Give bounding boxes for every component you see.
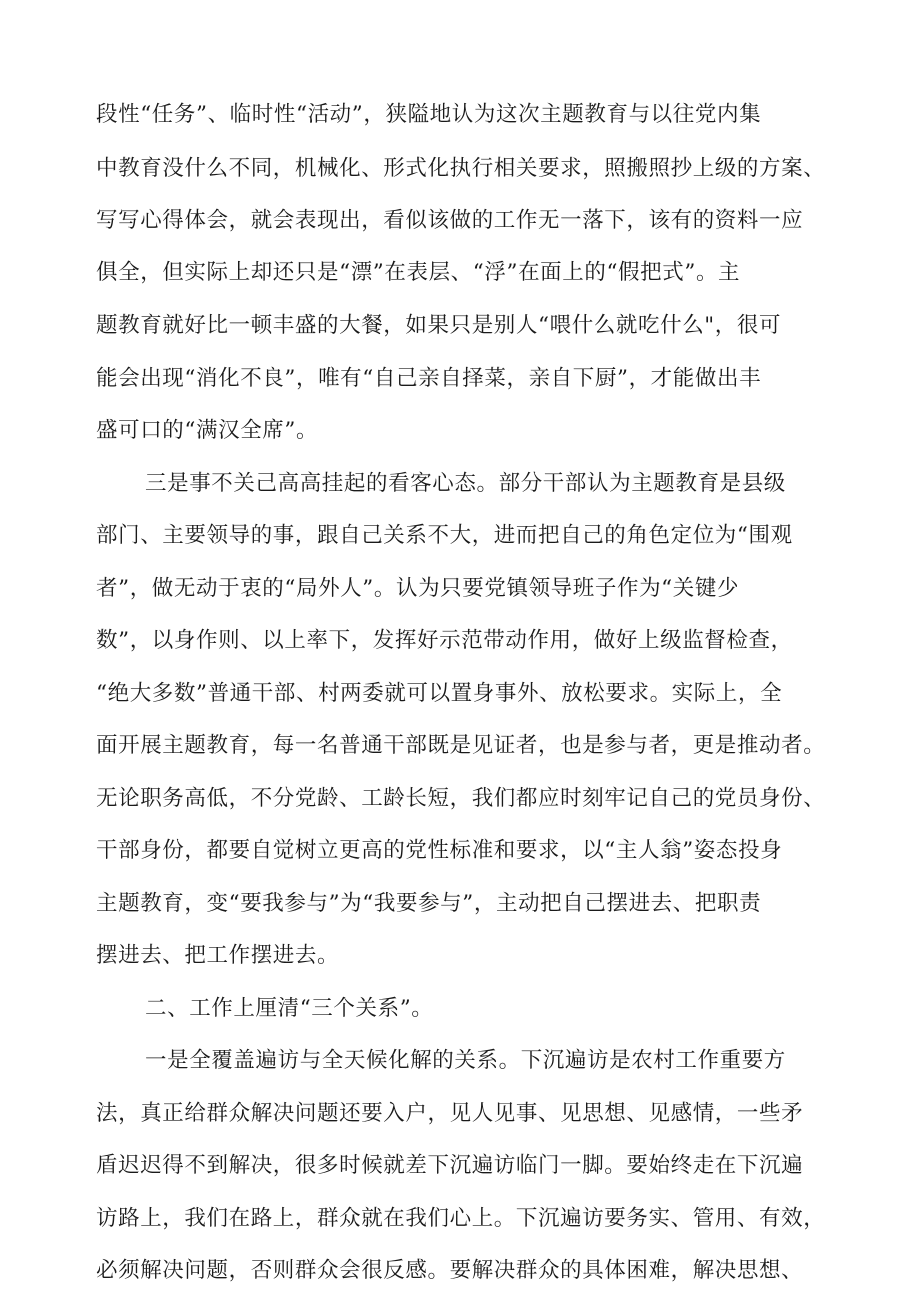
- text-line: 摆进去、把工作摆进去。: [96, 943, 340, 968]
- text-line: 盾迟迟得不到解决，很多时候就差下沉遍访临门一脚。要始终走在下沉遍: [96, 1153, 804, 1178]
- paragraph-start-line: 三是事不关己高高挂起的看客心态。部分干部认为主题教育是县级: [145, 471, 786, 496]
- text-line: 面开展主题教育，每一名普通干部既是见证者，也是参与者，更是推动者。: [96, 733, 826, 758]
- text-line: 中教育没什么不同，机械化、形式化执行相关要求，照搬照抄上级的方案、: [96, 156, 826, 181]
- paragraph-start-line: 一是全覆盖遍访与全天候化解的关系。下沉遍访是农村工作重要方: [145, 1048, 786, 1073]
- text-line: 者”，做无动于衷的“局外人”。认为只要党镇领导班子作为“关键少: [96, 576, 740, 601]
- text-line: 段性“任务”、临时性“活动”，狭隘地认为这次主题教育与以往党内集: [96, 102, 762, 127]
- text-line: 法，真正给群众解决问题还要入户，见人见事、见思想、见感情，一些矛: [96, 1101, 804, 1126]
- text-line: 主题教育，变“要我参与”为“我要参与”，主动把自己摆进去、把职责: [96, 891, 762, 916]
- text-line: 俱全，但实际上却还只是“漂”在表层、“浮”在面上的“假把式”。主: [96, 260, 741, 285]
- section-heading: 二、工作上厘清“三个关系”。: [145, 996, 434, 1021]
- text-line: 题教育就好比一顿丰盛的大餐，如果只是别人“喂什么就吃什么"，很可: [96, 313, 782, 338]
- text-line: “绝大多数”普通干部、村两委就可以置身事外、放松要求。实际上，全: [96, 681, 783, 706]
- text-line: 访路上，我们在路上，群众就在我们心上。下沉遍访要务实、管用、有效，: [96, 1206, 826, 1231]
- text-line: 无论职务高低，不分党龄、工龄长短，我们都应时刻牢记自己的党员身份、: [96, 786, 826, 811]
- text-line: 能会出现“消化不良”，唯有“自己亲自择菜，亲自下厨”，才能做出丰: [96, 366, 762, 391]
- text-line: 部门、主要领导的事，跟自己关系不大，进而把自己的角色定位为“围观: [96, 523, 793, 548]
- text-line: 数”，以身作则、以上率下，发挥好示范带动作用，做好上级监督检查，: [96, 628, 793, 653]
- text-line: 写写心得体会，就会表现出，看似该做的工作无一落下，该有的资料一应: [96, 208, 804, 233]
- text-line: 必须解决问题，否则群众会很反感。要解决群众的具体困难，解决思想、: [96, 1258, 804, 1283]
- text-line: 盛可口的“满汉全席”。: [96, 418, 319, 443]
- text-line: 干部身份，都要自觉树立更高的党性标准和要求，以“主人翁”姿态投身: [96, 838, 783, 863]
